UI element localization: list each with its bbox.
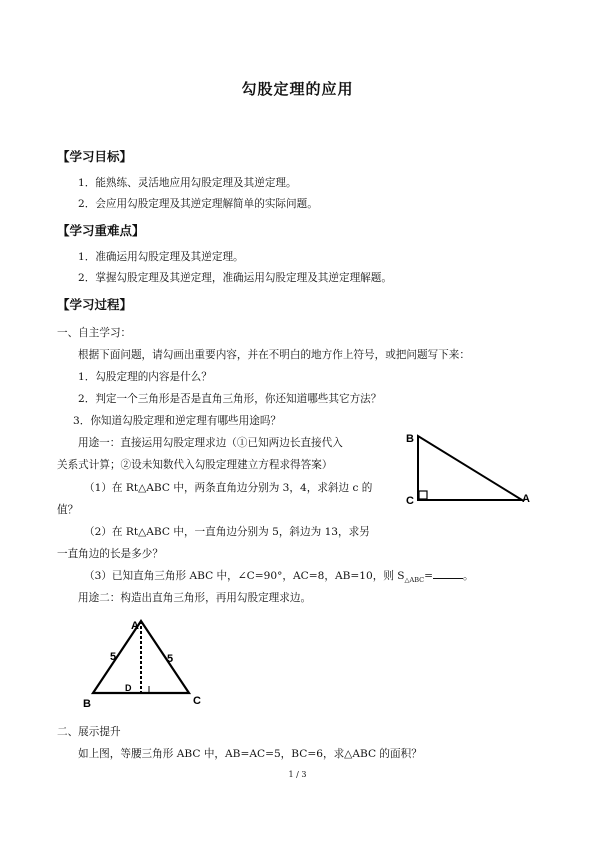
right-triangle-figure: [400, 428, 540, 512]
figure1-label-b: B: [406, 433, 414, 445]
question-3: 3．你知道勾股定理和逆定理有哪些用途吗？: [73, 415, 282, 427]
example3-text: （3）已知直角三角形 ABC 中，∠C=90°，AC=8，AB=10，则 S: [84, 570, 405, 582]
right-angle-mark: [419, 491, 427, 499]
example3: [84, 569, 474, 587]
figure2-right-side-length: 5: [167, 653, 174, 665]
section-heading-goals: 【学习目标】: [57, 149, 133, 164]
use1-line1: 用途一：直接运用勾股定理求边（①已知两边长直接代入: [78, 437, 343, 449]
example2-line2: 一直角边的长是多少？: [57, 548, 163, 560]
use1-line2: 关系式计算；②设未知数代入勾股定理建立方程求得答案）: [57, 459, 333, 471]
goal-item-1: 1．能熟练、灵活地应用勾股定理及其逆定理。: [78, 177, 297, 189]
question-2: 2．判定一个三角形是否是直角三角形，你还知道哪些其它方法？: [78, 393, 382, 405]
figure2-label-d: D: [125, 683, 132, 693]
section-heading-key-points: 【学习重难点】: [57, 223, 145, 238]
example1-line1: （1）在 Rt△ABC 中，两条直角边分别为 3，4，求斜边 c 的: [84, 482, 373, 494]
figure2-label-b: B: [83, 698, 91, 710]
section-heading-process: 【学习过程】: [57, 297, 133, 312]
part1-intro: 根据下面问题，请勾画出重要内容，并在不明白的地方作上符号，或把问题写下来：: [78, 349, 470, 361]
example3-end: 。: [463, 570, 474, 582]
page-title: 勾股定理的应用: [241, 80, 354, 98]
part1-title: 一、自主学习：: [57, 327, 132, 339]
page-number: 1 / 3: [288, 770, 307, 779]
part2-problem: 如上图，等腰三角形 ABC 中，AB=AC=5，BC=6，求△ABC 的面积？: [78, 748, 422, 760]
goal-item-2: 2．会应用勾股定理及其逆定理解简单的实际问题。: [78, 198, 318, 210]
figure1-label-a: A: [522, 493, 530, 505]
example1-line2: 值？: [57, 504, 79, 516]
right-triangle-shape: [418, 436, 522, 500]
key-point-item-1: 1．准确运用勾股定理及其逆定理。: [78, 251, 244, 263]
answer-blank: [433, 569, 463, 579]
figure2-label-a: A: [131, 620, 139, 632]
example3-subscript: △ABC: [404, 576, 425, 585]
part2-title: 二、展示提升: [57, 726, 121, 738]
example2-line1: （2）在 Rt△ABC 中，一直角边分别为 5，斜边为 13，求另: [84, 526, 370, 538]
figure1-label-c: C: [406, 495, 414, 507]
figure2-label-c: C: [193, 695, 201, 707]
key-point-item-2: 2．掌握勾股定理及其逆定理，准确运用勾股定理及其逆定理解题。: [78, 272, 392, 284]
figure2-left-side-length: 5: [110, 651, 117, 663]
question-1: 1．勾股定理的内容是什么？: [78, 371, 212, 383]
example3-equals: =: [424, 570, 434, 582]
isosceles-triangle-figure: [78, 612, 218, 712]
use2-text: 用途二：构造出直角三角形，再用勾股定理求边。: [78, 592, 312, 604]
